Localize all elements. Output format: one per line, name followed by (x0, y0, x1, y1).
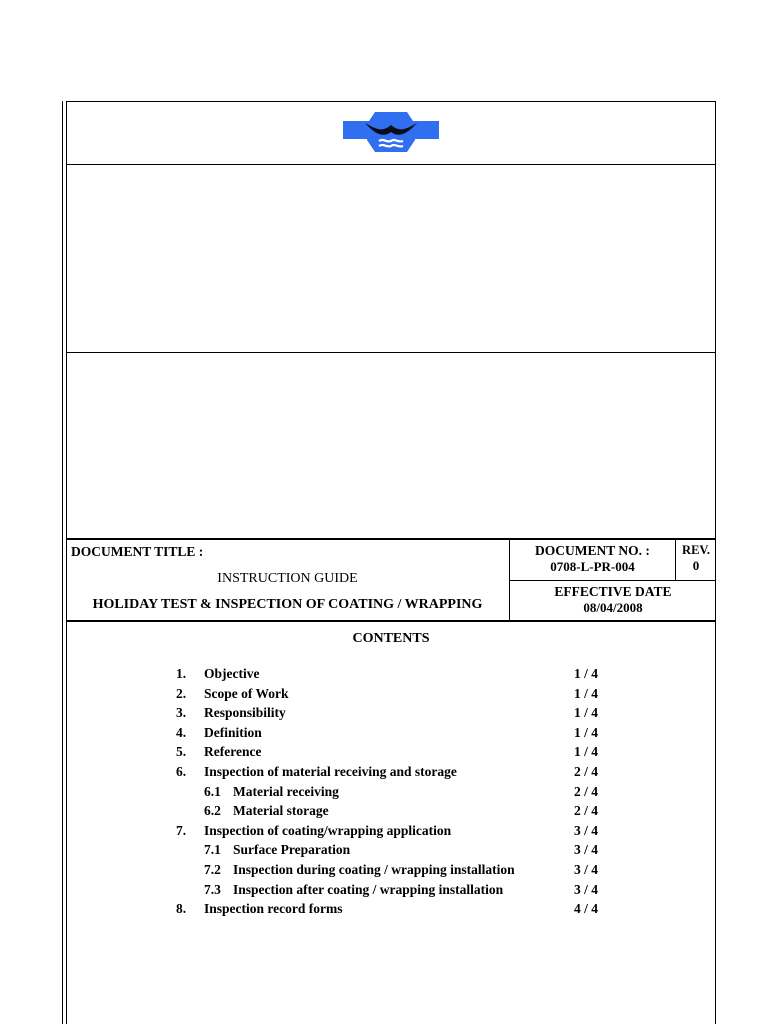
toc-item-page: 1 / 4 (574, 705, 599, 721)
toc-item-title: Definition (204, 724, 262, 740)
contents-heading: CONTENTS (352, 631, 430, 646)
revision-cell (676, 540, 716, 581)
toc-item-page: 3 / 4 (574, 881, 599, 897)
toc-item-page: 1 / 4 (574, 685, 599, 701)
toc-item-page: 1 / 4 (574, 744, 599, 760)
header-divider (66, 164, 716, 165)
toc-item-number: 7.1 (204, 842, 221, 858)
toc-item-page: 1 / 4 (574, 724, 599, 740)
toc-item-page: 1 / 4 (574, 666, 599, 681)
toc-item-number: 4. (176, 724, 187, 740)
toc-item-title: Scope of Work (204, 685, 289, 701)
title-block (66, 538, 716, 622)
toc-item-page: 3 / 4 (574, 862, 599, 877)
document-title: HOLIDAY TEST & INSPECTION OF COATING / WRAPPING (92, 597, 483, 612)
toc-item-number: 8. (176, 901, 187, 917)
toc-item-title: Inspection of coating/wrapping application (204, 822, 452, 838)
toc-item-number: 7.3 (204, 881, 221, 897)
toc-item-number: 2. (176, 685, 187, 701)
revision-label: REV. (682, 543, 710, 557)
toc-item-number: 6.2 (204, 803, 221, 819)
toc-item-title: Inspection after coating / wrapping installation (233, 881, 504, 897)
toc-item-title: Material receiving (233, 783, 339, 799)
document-number: 0708-L-PR-004 (550, 559, 635, 574)
document-title-cell (66, 540, 510, 620)
effective-date-label: EFFECTIVE DATE (554, 584, 672, 599)
section-divider (66, 352, 716, 353)
toc-item-number: 6.1 (204, 783, 221, 799)
toc-item-number: 3. (176, 705, 187, 721)
toc-item-number: 5. (176, 744, 187, 760)
instruction-guide-label: INSTRUCTION GUIDE (217, 571, 358, 586)
toc-item-page: 4 / 4 (574, 901, 599, 917)
toc-item-page: 3 / 4 (574, 822, 599, 838)
toc-item-page: 2 / 4 (574, 803, 599, 819)
toc-item-title: Inspection during coating / wrapping installation (233, 862, 515, 877)
toc-item-title: Objective (204, 666, 260, 681)
toc-item-title: Reference (204, 744, 262, 760)
document-number-label: DOCUMENT NO. : (535, 543, 650, 558)
document-title-label: DOCUMENT TITLE : (71, 544, 204, 559)
revision-number: 0 (692, 558, 700, 573)
toc-item-number: 6. (176, 764, 187, 779)
company-logo-icon (343, 112, 439, 152)
toc-item-number: 7.2 (204, 862, 221, 877)
toc-item-number: 1. (176, 666, 187, 681)
toc-item-title: Material storage (233, 803, 329, 819)
effective-date: 08/04/2008 (583, 600, 643, 615)
effective-date-cell (510, 581, 716, 620)
toc-item-title: Inspection of material receiving and storage (204, 764, 457, 779)
toc-item-title: Surface Preparation (233, 842, 351, 858)
toc-item-title: Responsibility (204, 705, 286, 721)
toc-item-title: Inspection record forms (204, 901, 343, 917)
toc-item-number: 7. (176, 822, 187, 838)
toc-item-page: 3 / 4 (574, 842, 599, 858)
document-frame (62, 101, 716, 1024)
document-number-cell (510, 540, 676, 581)
toc-item-page: 2 / 4 (574, 783, 599, 799)
toc-item-page: 2 / 4 (574, 764, 599, 779)
